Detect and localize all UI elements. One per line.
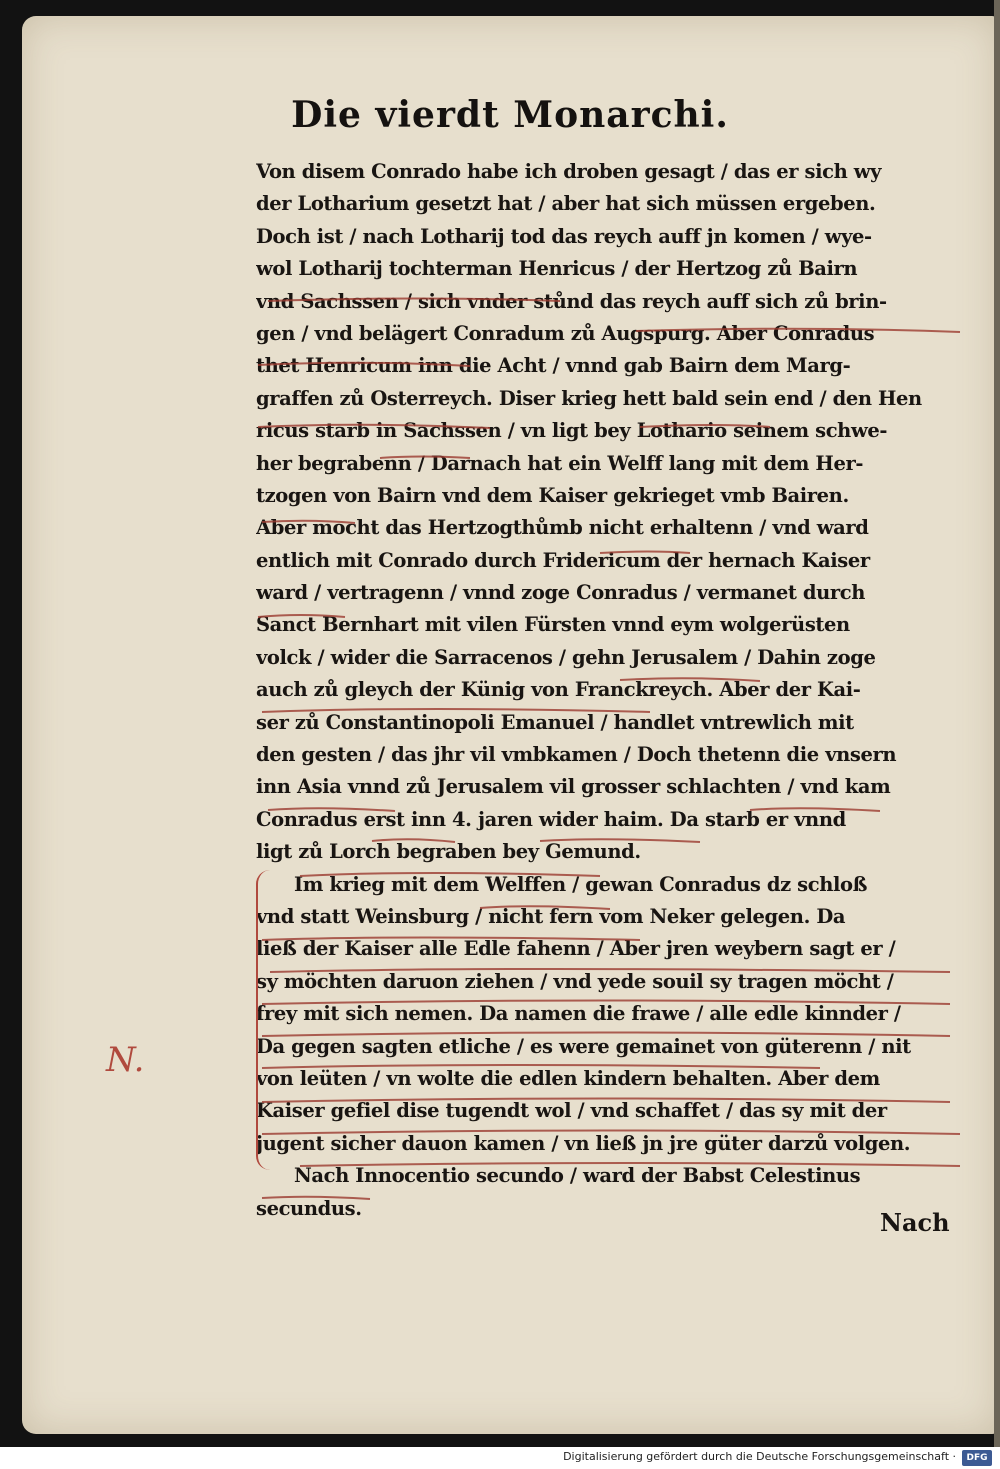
text-line: entlich mit Conrado durch Fridericum der hernach Kaiser — [256, 548, 870, 572]
text-line: her begrabenn / Darnach hat ein Welff lang mit dem Her- — [256, 451, 864, 475]
catchword: Nach — [880, 1208, 950, 1237]
text-line: ser zů Constantinopoli Emanuel / handlet vntrewlich mit — [256, 710, 854, 734]
text-line: thet Henricum inn die Acht / vnnd gab Bairn dem Marg- — [256, 354, 851, 378]
text-line: gen / vnd belägert Conradum zů Augspurg. Aber Conradus — [256, 321, 875, 345]
text-line: von leüten / vn wolte die edlen kindern behalten. Aber dem — [256, 1066, 880, 1090]
text-line: Aber mocht das Hertzogthůmb nicht erhaltenn / vnd ward — [256, 516, 869, 540]
text-line: ward / vertragenn / vnnd zoge Conradus / vermanet durch — [256, 581, 865, 605]
page-edge — [994, 0, 1000, 1447]
text-line: Nach Innocentio secundo / ward der Babst Celestinus — [294, 1164, 861, 1188]
running-head: Die vierdt Monarchi. — [291, 94, 729, 136]
funding-credit: Digitalisierung gefördert durch die Deutsche Forschungsgemeinschaft · — [563, 1450, 956, 1463]
footer-bar — [0, 1447, 1000, 1469]
text-line: Conradus erst inn 4. jaren wider haim. Da starb er vnnd — [256, 807, 846, 831]
text-line: wol Lotharij tochterman Henricus / der Hertzog zů Bairn — [256, 257, 858, 281]
text-line: der Lotharium gesetzt hat / aber hat sich müssen ergeben. — [256, 192, 876, 216]
text-line: Im krieg mit dem Welffen / gewan Conradus dz schloß — [294, 872, 868, 896]
margin-bracket — [256, 870, 274, 1170]
text-line: Kaiser gefiel dise tugendt wol / vnd schaffet / das sy mit der — [256, 1099, 887, 1123]
text-line: sy möchten daruon ziehen / vnd yede souil sy tragen möcht / — [256, 969, 894, 993]
text-line: Von disem Conrado habe ich droben gesagt / das er sich wy — [256, 160, 882, 183]
text-line: den gesten / das jhr vil vmbkamen / Doch thetenn die vnsern — [256, 743, 897, 767]
text-line: volck / wider die Sarracenos / gehn Jerusalem / Dahin zoge — [256, 645, 876, 669]
text-line: Da gegen sagten etliche / es were gemainet von güterenn / nit — [256, 1034, 911, 1058]
text-line: ließ der Kaiser alle Edle fahenn / Aber jren weybern sagt er / — [256, 937, 896, 961]
margin-annotation: N. — [106, 1040, 145, 1080]
text-line: secundus. — [256, 1196, 362, 1220]
text-line: graffen zů Osterreych. Diser krieg hett bald sein end / den Hen — [256, 386, 922, 410]
dfg-logo: DFG — [962, 1450, 992, 1466]
book-page — [22, 16, 998, 1434]
text-line: frey mit sich nemen. Da namen die frawe / alle edle kinnder / — [256, 1002, 901, 1026]
text-line: Doch ist / nach Lotharij tod das reych auff jn komen / wye- — [256, 224, 872, 248]
text-line: ricus starb in Sachssen / vn ligt bey Lothario seinem schwe- — [256, 419, 888, 443]
text-line: inn Asia vnnd zů Jerusalem vil grosser schlachten / vnd kam — [256, 775, 891, 799]
text-line: Sanct Bernhart mit vilen Fürsten vnnd eym wolgerüsten — [256, 613, 850, 637]
text-line: ligt zů Lorch begraben bey Gemund. — [256, 840, 641, 864]
text-block — [256, 156, 976, 1225]
text-line: tzogen von Bairn vnd dem Kaiser gekrieget vmb Bairen. — [256, 483, 849, 507]
text-line: auch zů gleych der Künig von Franckreych. Aber der Kai- — [256, 678, 861, 702]
text-line: vnd Sachssen / sich vnder stůnd das reych auff sich zů brin- — [256, 289, 887, 313]
text-line: jugent sicher dauon kamen / vn ließ jn jre güter darzů volgen. — [256, 1131, 911, 1155]
text-line: vnd statt Weinsburg / nicht fern vom Neker gelegen. Da — [256, 904, 846, 928]
